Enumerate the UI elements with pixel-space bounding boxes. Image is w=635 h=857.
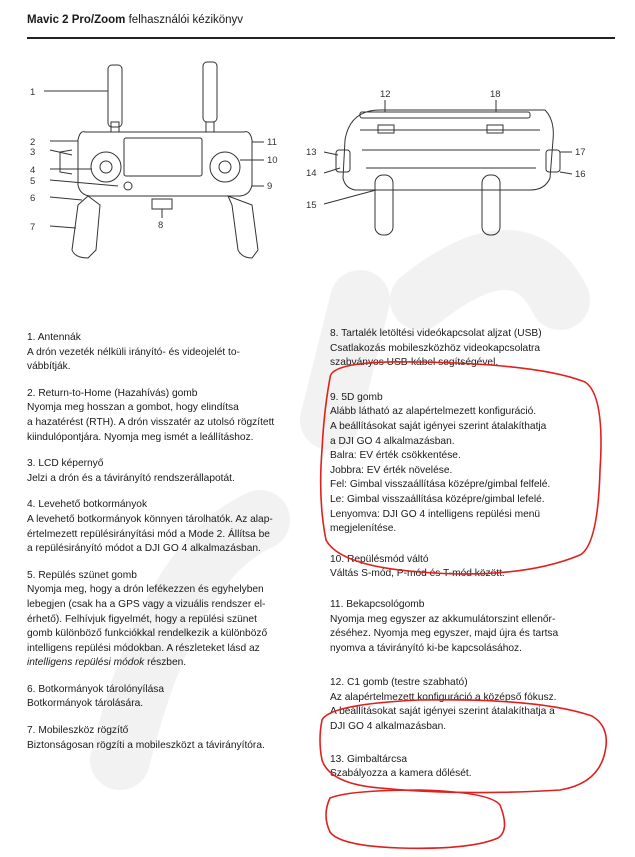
item-body-italic: intelligens repülési módok: [27, 657, 145, 669]
item-title: 8. Tartalék letöltési videókapcsolat aljzat (USB): [330, 328, 542, 339]
item-title: 5. Repülés szünet gomb: [27, 569, 137, 581]
item-title: 13. Gimbaltárcsa: [330, 753, 408, 765]
callout-17: 17: [575, 147, 586, 158]
item-title: 1. Antennák: [27, 332, 81, 343]
item-3: [27, 457, 295, 486]
item-8: [330, 327, 586, 371]
header-rule: [27, 37, 615, 39]
item-title: 11. Bekapcsológomb: [330, 598, 425, 610]
item-body-text: Nyomja meg, hogy a drón lefékezzen és egyhelyben lebegjen (csak ha a GPS vagy a vizuális rendszer el- érhető). Felhívjuk figyelmét, hogy a repülési szünet gomb különböző funkciókkal rendelkezik a különböző intelligens repülési módokban. A részleteket lásd az: [27, 584, 268, 654]
item-7: [27, 724, 295, 753]
callout-5: 5: [30, 176, 36, 187]
callout-10: 10: [267, 155, 278, 166]
item-body: [27, 583, 295, 671]
item-11: [330, 598, 586, 656]
item-5: [27, 569, 295, 671]
item-title: 12. C1 gomb (testre szabható): [330, 677, 468, 689]
item-body: A drón vezeték nélküli irányító- és videojelét to- vábbítják.: [27, 346, 240, 373]
left-column: [27, 331, 295, 765]
callout-12: 12: [380, 89, 391, 100]
callout-14: 14: [306, 168, 317, 179]
item-13: [330, 753, 586, 782]
callout-1: 1: [30, 87, 36, 98]
page-header: [27, 14, 614, 26]
item-body: Nyomja meg hosszan a gombot, hogy elindítsa a hazatérést (RTH). A drón visszatér az utolsó rögzített kiindulópontjára. Nyomja meg ismét a leállításhoz.: [27, 402, 275, 443]
annotation-circle-item-13: [326, 790, 505, 848]
item-body: Váltás S-mód, P-mód és T-mód között.: [330, 568, 505, 580]
item-body-tail: részben.: [144, 657, 187, 669]
callout-8: 8: [158, 220, 164, 231]
item-title: 7. Mobileszköz rögzítő: [27, 725, 129, 737]
item-6: [27, 683, 295, 712]
item-4: [27, 498, 295, 556]
callout-3: 3: [30, 147, 36, 158]
item-title: 4. Levehető botkormányok: [27, 499, 148, 511]
item-body: Az alapértelmezett konfiguráció a középső fókusz. A beállításokat saját igényei szerint átalakíthatja a DJI GO 4 alkalmazásban.: [330, 691, 557, 733]
callout-18: 18: [490, 89, 501, 100]
item-9: [330, 391, 586, 537]
callout-7: 7: [30, 222, 36, 233]
callout-6: 6: [30, 193, 36, 204]
item-body: Nyomja meg egyszer az akkumulátorszint ellenőr- zéséhez. Nyomja meg egyszer, majd újra és tartsa nyomva a távirányító ki-be kapcsolásához.: [330, 613, 559, 654]
callout-11: 11: [267, 137, 277, 148]
item-body: Botkormányok tárolására.: [27, 698, 144, 710]
right-column: [330, 327, 586, 794]
item-body: Csatlakozás mobileszközhöz videokapcsolatra szabványos USB-kábel segítségével.: [330, 342, 541, 369]
callout-13: 13: [306, 147, 317, 158]
item-title: 6. Botkormányok tárolónyílása: [27, 683, 165, 695]
item-12: [330, 676, 586, 734]
item-body: Alább látható az alapértelmezett konfiguráció. A beállításokat saját igényei szerint átalakíthatja a DJI GO 4 alkalmazásban. Balra: EV érték csökkentése. Jobbra: EV érték növelése. Fel: Gimbal visszaállítása középre/gimbal felfelé. Le: Gimbal visszaállítása középre/gimbal lefelé. Lenyomva: DJI GO 4 intelligens repülési menü megjelenítése.: [330, 406, 551, 535]
callout-15: 15: [306, 200, 317, 211]
item-title: 10. Repülésmód váltó: [330, 553, 429, 565]
item-body: Jelzi a drón és a távirányító rendszerállapotát.: [27, 472, 235, 484]
header-title-bold: Mavic 2 Pro/Zoom: [27, 14, 126, 26]
item-1: [27, 331, 295, 375]
callout-9: 9: [267, 181, 273, 192]
item-title: 9. 5D gomb: [330, 391, 383, 403]
remote-controller-diagram: [0, 40, 635, 290]
item-body: A levehető botkormányok könnyen tárolhatók. Az alap- értelmezett repülésirányítási mód a Mode 2. Állítsa be a repülésirányító módot a DJI GO 4 alkalmazásban.: [27, 513, 273, 555]
callout-16: 16: [575, 169, 586, 180]
item-title: 3. LCD képernyő: [27, 458, 104, 470]
item-body: Biztonságosan rögzíti a mobileszközt a távirányítóra.: [27, 739, 265, 751]
callout-2: 2: [30, 137, 36, 148]
item-10: [330, 553, 586, 582]
item-title: 2. Return-to-Home (Hazahívás) gomb: [27, 387, 198, 399]
header-title-rest: felhasználói kézikönyv: [125, 14, 244, 26]
callout-4: 4: [30, 165, 36, 176]
item-body: Szabályozza a kamera dőlését.: [330, 768, 472, 780]
item-2: [27, 387, 295, 445]
